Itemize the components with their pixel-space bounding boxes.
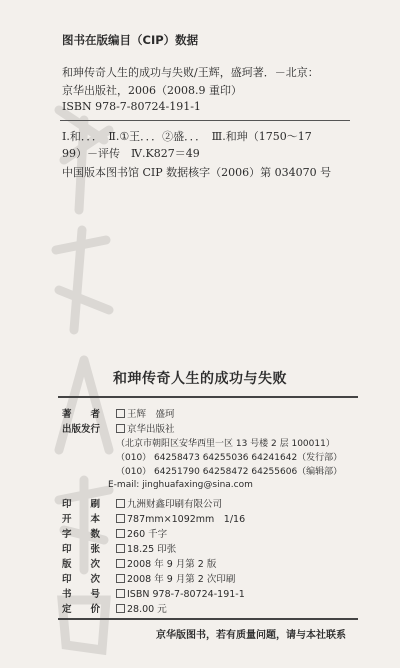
price-value: 28.00 元	[127, 604, 167, 615]
quality-notice	[0, 626, 400, 641]
printing-value: 2008 年 9 月第 2 次印刷	[127, 574, 236, 585]
word-count-value: 260 千字	[127, 529, 168, 540]
bullet-box	[116, 499, 125, 508]
bullet-box	[116, 514, 125, 523]
colophon-bottom-rule	[58, 618, 358, 620]
cip-divider	[60, 120, 350, 121]
sheets-row	[62, 541, 176, 555]
bullet-box	[116, 559, 125, 568]
price-row	[62, 601, 167, 615]
sheets-label: 印 张	[62, 544, 101, 555]
format-row	[62, 511, 245, 525]
isbn-value: ISBN 978-7-80724-191-1	[127, 589, 245, 600]
bullet-box	[116, 424, 125, 433]
cip-isbn-line: ISBN 978-7-80724-191-1	[62, 100, 201, 113]
book-title: 和珅传奇人生的成功与失败	[113, 371, 287, 387]
cip-publisher-line: 京华出版社，2006（2008.9 重印）	[62, 84, 242, 97]
isbn-row	[62, 586, 245, 600]
printing-label: 印 次	[62, 574, 101, 585]
publisher-phone-1: （010） 64258473 64255036 64241642（发行部）	[116, 453, 343, 463]
edition-row	[62, 556, 216, 570]
price-label: 定 价	[62, 604, 101, 615]
word-count-label: 字 数	[62, 529, 101, 540]
cip-heading: 图书在版编目（CIP）数据	[62, 33, 199, 47]
quality-notice-text: 京华版图书，若有质量问题，请与本社联系	[156, 630, 346, 641]
publisher-row	[62, 421, 175, 435]
printer-value: 九洲财鑫印刷有限公司	[127, 499, 223, 510]
printing-row	[62, 571, 235, 585]
edition-value: 2008 年 9 月第 2 版	[127, 559, 217, 570]
bullet-box	[116, 589, 125, 598]
author-label: 著 者	[62, 409, 101, 420]
word-count-row	[62, 526, 167, 540]
cip-classification-line: Ⅰ.和．．． Ⅱ.①王．．．②盛．．． Ⅲ.和珅（1750～17	[62, 130, 312, 143]
author-row	[62, 406, 175, 420]
isbn-label: 书 号	[62, 589, 101, 600]
publisher-address: （北京市朝阳区安华西里一区 13 号楼 2 层 100011）	[116, 439, 335, 449]
publisher-label: 出版发行	[62, 424, 101, 435]
publisher-email: E-mail: jinghuafaxing@sina.com	[108, 480, 253, 490]
cip-classification-line-2: 99）－评传 Ⅳ.K827＝49	[62, 147, 200, 160]
format-value: 787mm×1092mm 1/16	[127, 514, 246, 525]
printer-row	[62, 496, 222, 510]
printer-label: 印 刷	[62, 499, 101, 510]
publisher-value: 京华出版社	[127, 424, 175, 435]
bullet-box	[116, 574, 125, 583]
bullet-box	[116, 409, 125, 418]
bullet-box	[116, 529, 125, 538]
format-label: 开 本	[62, 514, 101, 525]
publisher-phone-2: （010） 64251790 64258472 64255606（编辑部）	[116, 467, 343, 477]
author-value: 王辉 盛珂	[127, 409, 175, 420]
edition-label: 版 次	[62, 559, 101, 570]
cip-record-number: 中国版本图书馆 CIP 数据核字（2006）第 034070 号	[62, 166, 332, 179]
sheets-value: 18.25 印张	[127, 544, 177, 555]
colophon-top-rule	[58, 396, 358, 398]
bullet-box	[116, 544, 125, 553]
bullet-box	[116, 604, 125, 613]
cip-title-line: 和珅传奇人生的成功与失败/王辉，盛珂著．－北京：	[62, 66, 319, 79]
